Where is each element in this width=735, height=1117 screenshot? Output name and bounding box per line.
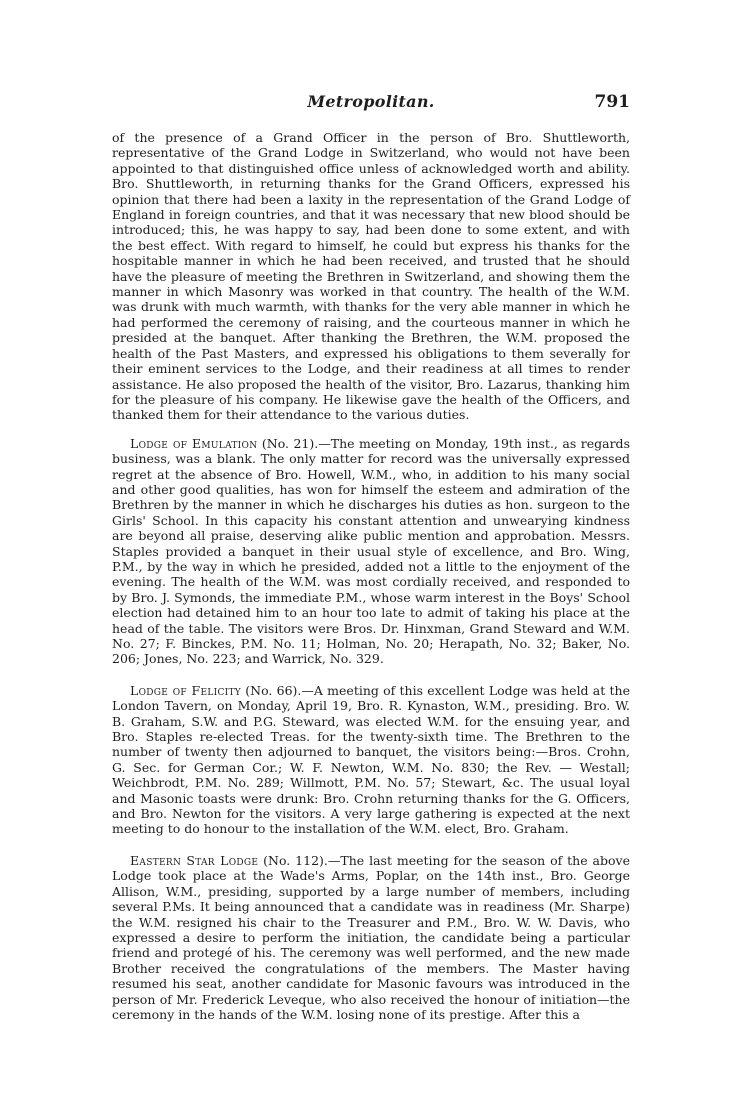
page-number: 791 (594, 92, 630, 112)
paragraph-shuttleworth-continuation (112, 130, 630, 423)
lodge-title: Lodge of Emulation (130, 435, 258, 451)
lodge-title: Eastern Star Lodge (130, 852, 259, 868)
running-head: Metropolitan. (307, 92, 435, 111)
paragraph-text: of the presence of a Grand Officer in the person of Bro. Shuttleworth, representative of the Grand Lodge in Switzerland, who would not have been appointed to that distinguished office unless of acknowledged worth and ability. Bro. Shuttleworth, in returning thanks for the Grand Officers, expressed his opinion that there had been a laxity in the representation of the Grand Lodge of England in foreign countries, and that it was necessary that new blood should be introduced; this, he was happy to say, had been done to some extent, and with the best effect. With regard to himself, he could but express his thanks for the hospitable manner in which he had been received, and trusted that he should have the pleasure of meeting the Brethren in Switzerland, and showing them the manner in which Masonry was worked in that country. The health of the W.M. was drunk with much warmth, with thanks for the very able manner in which he had performed the ceremony of raising, and the courteous manner in which he presided at the banquet. After thanking the Brethren, the W.M. proposed the health of the Past Masters, and expressed his obligations to them severally for their eminent services to the Lodge, and their readiness at all times to render assistance. He also proposed the health of the visitor, Bro. Lazarus, thanking him for the pleasure of his company. He likewise gave the health of the Officers, and thanked them for their attendance to the various duties. (112, 130, 630, 423)
paragraph-lodge-of-felicity (112, 683, 630, 837)
paragraph-text: (No. 112).—The last meeting for the season of the above Lodge took place at the Wade's Arms, Poplar, on the 14th inst., Bro. George Allison, W.M., presiding, supported by a large number of members, including several P.Ms. It being announced that a candidate was in readiness (Mr. Sharpe) the W.M. resigned his chair to the Treasurer and P.M., Bro. W. W. Davis, who expressed a desire to perform the initiation, the candidate being a particular friend and protegé of his. The ceremony was well performed, and the new made Brother received the congratulations of the members. The Master having resumed his seat, another candidate for Masonic favours was introduced in the person of Mr. Frederick Leveque, who also received the honour of initiation—the ceremony in the hands of the W.M. losing none of its prestige. After this a (112, 852, 630, 1022)
article-body (112, 130, 630, 1022)
paragraph-text: (No. 66).—A meeting of this excellent Lodge was held at the London Tavern, on Monday, April 19, Bro. R. Kynaston, W.M., presiding. Bro. W. B. Graham, S.W. and P.G. Steward, was elected W.M. for the ensuing year, and Bro. Staples re-elected Treas. for the twenty-sixth time. The Brethren to the number of twenty then adjourned to banquet, the visitors being:—Bros. Crohn, G. Sec. for German Cor.; W. F. Newton, W.M. No. 830; the Rev. — Westall; Weichbrodt, P.M. No. 289; Willmott, P.M. No. 57; Stewart, &c. The usual loyal and Masonic toasts were drunk: Bro. Crohn returning thanks for the G. Officers, and Bro. Newton for the visitors. A very large gathering is expected at the next meeting to do honour to the installation of the W.M. elect, Bro. Graham. (112, 682, 631, 837)
paragraph-text: (No. 21).—The meeting on Monday, 19th inst., as regards business, was a blank. The only matter for record was the universally expressed regret at the absence of Bro. Howell, W.M., who, in addition to his many social and other good qualities, has won for himself the esteem and admiration of the Brethren by the manner in which he discharges his duties as hon. surgeon to the Girls' School. In this capacity his constant attention and unwearying kindness are beyond all praise, deserving alike public mention and approbation. Messrs. Staples provided a banquet in their usual style of excellence, and Bro. Wing, P.M., by the way in which he presided, added not a little to the enjoyment of the evening. The health of the W.M. was most cordially received, and responded to by Bro. J. Symonds, the immediate P.M., whose warm interest in the Boys' School election had detained him to an hour too late to admit of taking his place at the head of the table. The visitors were Bros. Dr. Hinxman, Grand Steward and W.M. No. 27; F. Binckes, P.M. No. 11; Holman, No. 20; Herapath, No. 32; Baker, No. 206; Jones, No. 223; and Warrick, No. 329. (112, 435, 630, 667)
paragraph-lodge-of-emulation (112, 436, 630, 667)
paragraph-eastern-star-lodge (112, 853, 630, 1022)
lodge-title: Lodge of Felicity (130, 682, 242, 698)
page-header (112, 92, 630, 116)
